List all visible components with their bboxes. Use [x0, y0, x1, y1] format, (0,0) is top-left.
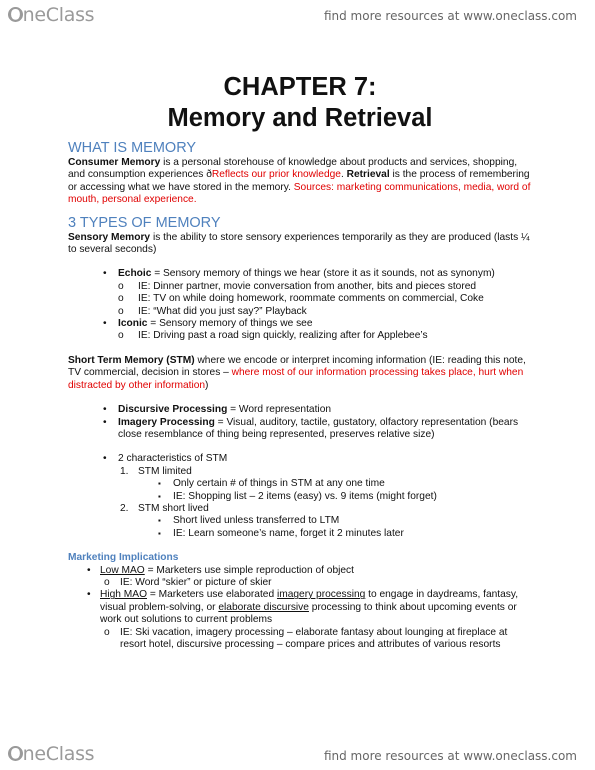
list-item: o IE: Driving past a road sign quickly, realizing after for Applebee’s: [68, 330, 532, 342]
list-item: ▪ IE: Learn someone’s name, forget it 2 minutes later: [68, 528, 532, 540]
list-item: ▪ Short lived unless transferred to LTM: [68, 515, 532, 527]
text: is the process of remembering or accessing what we have stored in the memory.: [68, 169, 530, 193]
term-retrieval: Retrieval: [346, 169, 390, 181]
list-item: o IE: “What did you just say?” Playback: [68, 306, 532, 318]
list-item: o IE: TV on while doing homework, roommate comments on commercial, Coke: [68, 293, 532, 305]
heading-what-is-memory: WHAT IS MEMORY: [68, 140, 197, 156]
term: Discursive Processing: [118, 404, 228, 416]
list-item: • 2 characteristics of STM: [68, 453, 532, 465]
term-consumer-memory: Consumer Memory: [68, 157, 161, 168]
list-item: o IE: Word “skier” or picture of skier: [68, 577, 532, 589]
document-body: [68, 72, 532, 651]
header-tagline: find more resources at www.oneclass.com: [323, 9, 577, 23]
list-item-low-mao: [68, 565, 532, 577]
text: ): [205, 379, 209, 391]
term: Low MAO: [100, 564, 145, 576]
term: High MAO: [100, 589, 147, 601]
sensory-list: [68, 268, 532, 342]
red-text: Reflects our prior knowledge: [211, 169, 341, 181]
list-number: 1.: [120, 465, 129, 477]
logo-text: OneClass: [8, 743, 95, 765]
text: to engage in daydreams, fantasy, visual problem-solving, or: [100, 589, 519, 613]
list-item: ▪ IE: Shopping list – 2 items (easy) vs. 9 items (might forget): [68, 491, 532, 503]
list-number: 2.: [120, 502, 129, 514]
oneclass-logo-footer[interactable]: [8, 743, 94, 765]
list-item: ▪ Only certain # of things in STM at any one time: [68, 478, 532, 490]
text: = Marketers use simple reproduction of object: [144, 564, 354, 576]
text: = Sensory memory of things we see: [147, 318, 313, 330]
red-text-sources: Sources: marketing communications, media, word of mouth, personal experience.: [68, 181, 531, 206]
text: where we encode or interpret incoming information (IE: reading this note, TV commercial, decision in stores –: [68, 354, 526, 379]
oneclass-logo[interactable]: [8, 4, 94, 26]
text: processing to think about upcoming events or work out solutions to current problems: [100, 601, 517, 626]
list-item-iconic: [68, 318, 532, 330]
heading-marketing-implications: Marketing Implications: [68, 552, 179, 564]
heading-types-of-memory: 3 TYPES OF MEMORY: [68, 214, 221, 231]
underlined-text: imagery processing: [276, 589, 366, 601]
list-item-numbered: [68, 466, 532, 478]
footer-tagline: find more resources at www.oneclass.com: [323, 749, 577, 763]
text: is a personal storehouse of knowledge about products and services, shopping, and consumption experiences: [68, 157, 518, 181]
term-stm: Short Term Memory (STM): [68, 354, 195, 366]
text: = Visual, auditory, tactile, gustatory, olfactory representation (bears close resemblance of thing being represented, preserves relative size): [118, 416, 519, 440]
memory-definition: [68, 157, 532, 207]
chapter-title-line1: CHAPTER 7:: [223, 73, 377, 101]
list-item: o IE: Ski vacation, imagery processing – elaborate fantasy about lounging at fireplace at resort hotel, discursive processing – compare prices and attributes of various resorts: [68, 627, 532, 652]
list-item-discursive: [68, 404, 532, 416]
text: = Sensory memory of things we hear (store it as it sounds, not as synonym): [151, 268, 495, 280]
term: Imagery Processing: [118, 416, 215, 428]
text: STM limited: [138, 465, 192, 477]
text: STM short lived: [138, 502, 209, 514]
stm-definition: [68, 355, 532, 392]
chapter-title-line2: Memory and Retrieval: [167, 104, 433, 132]
stm-characteristics-list: [68, 453, 532, 540]
list-item-high-mao: [68, 589, 532, 626]
term: Iconic: [118, 318, 148, 330]
red-text: where most of our information processing takes place, hurt when distracted by other information: [68, 367, 524, 391]
text: is the ability to store sensory experiences temporarily as they are produced (lasts ¼ to several seconds): [68, 231, 530, 256]
underlined-text: elaborate discursive: [218, 601, 309, 613]
text: .: [340, 169, 347, 181]
term-sensory-memory: Sensory Memory: [68, 231, 151, 243]
logo-text: OneClass: [8, 4, 95, 26]
list-item-imagery: [68, 417, 532, 442]
list-item-echoic: [68, 268, 532, 280]
term: Echoic: [118, 268, 152, 280]
arrow-glyph: ð: [206, 169, 212, 181]
processing-list: [68, 404, 532, 441]
list-item-numbered: [68, 503, 532, 515]
sensory-memory-definition: [68, 232, 532, 257]
text: = Marketers use elaborated: [147, 589, 277, 601]
marketing-list: [68, 565, 532, 652]
list-item: o IE: Dinner partner, movie conversation from another, bits and pieces stored: [68, 281, 532, 293]
chapter-title: [68, 72, 532, 134]
text: = Word representation: [227, 404, 332, 416]
